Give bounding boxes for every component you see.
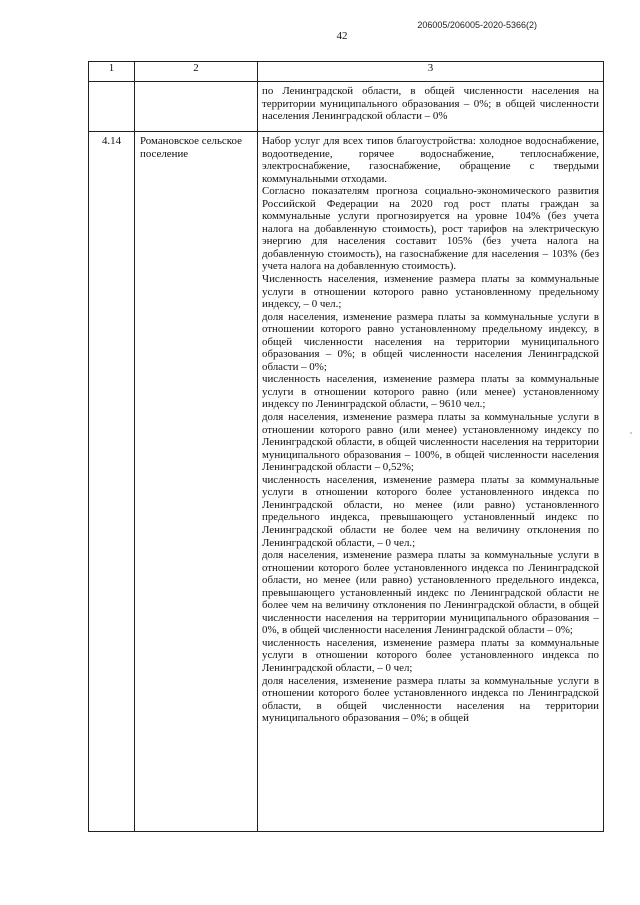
row-paragraph-4: доля населения, изменение размера платы за коммунальные услуги в отношении которого равно установленному предельному индексу, в общей численности населения на территории муниципального образования – 0%; в общей численности населения Ленинградской области – 0%; [262, 310, 599, 373]
row-content [258, 132, 604, 832]
row-municipality: Романовское сельское поселение [135, 132, 258, 832]
row-number: 4.14 [89, 132, 135, 832]
row-paragraph-9: численность населения, изменение размера платы за коммунальные услуги в отношении которого более установленного индекса по Ленинградской области, – 0 чел; [262, 636, 599, 674]
row-paragraph-2: Согласно показателям прогноза социально-экономического развития Российской Федерации на 2020 год рост платы граждан за коммунальные услуги прогнозируется на уровне 104% (без учета налога на добавленную стоимость), рост тарифов на электрическую энергию для населения составит 105% (без учета налога на добавленную стоимость), на газоснабжение для населения – 103% (без учета налога на добавленную стоимость). [262, 185, 599, 273]
continuation-paragraph: по Ленинградской области, в общей численности населения на территории муниципального образования – 0%; в общей численности населения Ленинградской области – 0% [262, 85, 599, 123]
row-paragraph-7: численность населения, изменение размера платы за коммунальные услуги в отношении которого более установленного индекса по Ленинградской области, но менее (или равно) установленного предельного индекса, превышающего установленный индекс по Ленинградской области не более чем на величину отклонения по Ленинградской области, – 0 чел.; [262, 473, 599, 549]
row-paragraph-3: Численность населения, изменение размера платы за коммунальные услуги в отношении которого равно установленному предельному индексу, – 0 чел.; [262, 273, 599, 311]
row-paragraph-6: доля населения, изменение размера платы за коммунальные услуги в отношении которого равно (или менее) установленному индексу по Ленинградской области, в общей численности населения на территории муниципального образования – 100%, в общей численности населения Ленинградской области – 0,52%; [262, 411, 599, 474]
continuation-text-cell [258, 82, 604, 132]
column-header-1: 1 [89, 62, 135, 82]
row-paragraph-10: доля населения, изменение размера платы за коммунальные услуги в отношении которого более установленного индекса по Ленинградской области, в общей численности населения на территории муниципального образования – 0%; в общей [262, 674, 599, 725]
page-number: 42 [336, 30, 348, 42]
column-header-2: 2 [135, 62, 258, 82]
column-header-3: 3 [258, 62, 604, 82]
continuation-number-cell [89, 82, 135, 132]
table-row [89, 132, 604, 832]
table-header-row [89, 62, 604, 82]
table-row-continuation [89, 82, 604, 132]
continuation-municipality-cell [135, 82, 258, 132]
data-table [88, 61, 604, 832]
row-paragraph-1: Набор услуг для всех типов благоустройства: холодное водоснабжение, водоотведение, горячее водоснабжение, теплоснабжение, электроснабжение, газоснабжение, обращение с твердыми коммунальными отходами. [262, 135, 599, 185]
row-paragraph-8: доля населения, изменение размера платы за коммунальные услуги в отношении которого более установленного индекса по Ленинградской области, но менее (или равно) установленного предельного индекса, превышающего установленный индекс по Ленинградской области не более чем на величину отклонения по Ленинградской области, в общей численности населения на территории муниципального образования – 0%, в общей численности населения Ленинградской области – 0%; [262, 549, 599, 637]
document-id: 206005/206005-2020-5366(2) [417, 20, 537, 30]
row-paragraph-5: численность населения, изменение размера платы за коммунальные услуги в отношении которого равно (или менее) установленному индексу по Ленинградской области, – 9610 чел.; [262, 373, 599, 411]
scan-artifact [630, 432, 632, 434]
